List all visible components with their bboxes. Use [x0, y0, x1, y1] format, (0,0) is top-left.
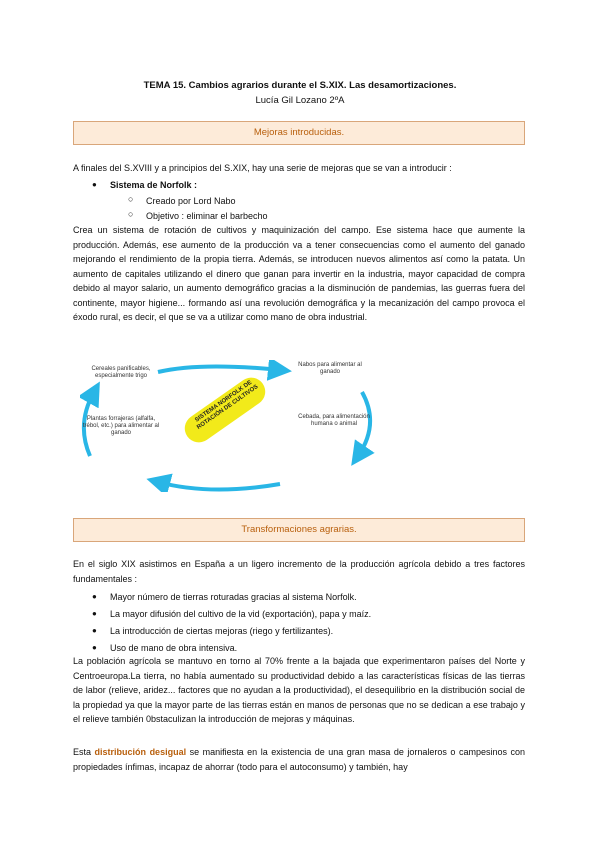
highlight-distribucion: distribución desigual [94, 747, 187, 757]
section2-paragraph: La población agrícola se mantuvo en torno al 70% frente a la bajada que experimentaron países del Norte y Centroeuropa.La tierra, no había aumentado su productividad debido a las características físicas de las tierras de labor (relieve, aridez... factores que no ayudan a la productividad), el desequilibrio en la distribución social de la propiedad ya que la mayor parte de las tierras están en manos de personas que no se dedican a ese trabajo y el relieve también 0bstaculizan la introducción de mejoras y máquinas. [73, 656, 525, 724]
sub-bullet-circle: ○ [128, 194, 134, 204]
diagram-label-barley: Cebada, para alimentación humana o animal [298, 414, 370, 427]
section-heading-mejoras: Mejoras introducidas. [73, 121, 525, 145]
section-heading-transformaciones: Transformaciones agrarias. [73, 518, 525, 542]
list-item: Uso de mano de obra intensiva. [110, 643, 238, 653]
diagram-label-fodder: Plantas forrajeras (alfalfa, trébol, etc.) para alimentar al ganado [82, 416, 160, 436]
diagram-center-label: SISTEMA NORFOLK DE ROTACIÓN DE CULTIVOS [194, 379, 260, 431]
diagram-label-wheat: Cereales panificables, especialmente trigo [91, 366, 151, 379]
norfolk-rotation-diagram [80, 360, 380, 492]
bullet-dot: ● [92, 592, 97, 601]
diagram-label-turnips: Nabos para alimentar al ganado [298, 362, 362, 375]
last-rest: se manifiesta en la existencia de una gran masa de jornaleros o campesinos con propiedades ínfimas, incapaz de ahorrar (todo para el autoconsumo) y también, hay [73, 747, 525, 772]
section2-last-paragraph [73, 745, 525, 774]
sub-item: Objetivo : eliminar el barbecho [146, 211, 268, 221]
list-item: Mayor número de tierras roturadas gracias al sistema Norfolk. [110, 592, 357, 602]
bullet-dot: ● [92, 180, 97, 189]
document-title: TEMA 15. Cambios agrarios durante el S.XIX. Las desamortizaciones. [143, 80, 457, 91]
bullet-dot: ● [92, 609, 97, 618]
section2-intro: En el siglo XIX asistimos en España a un ligero incremento de la producción agrícola debido a tres factores fundamentales : [73, 559, 525, 584]
norfolk-bullet: Sistema de Norfolk : [110, 180, 198, 190]
section1-paragraph: Crea un sistema de rotación de cultivos y maquinización del campo. Ese sistema hace que aumente la producción. Además, ese aumento de la producción va a tener consecuencias como el aumento del ganado mejorando el rendimiento de la propia tierra. Además, se introducen nuevos alimentos así como la patata. Un aumento de capitales utilizando el dinero que ganan para invertir en la industria, mayor capacidad de compra debido al mayor salario, un aumento demográfico gracias a la disminución de pandemias, las guerras fuera del continente, mayor higiene... formando así una revolución demográfica y la mecanización del campo provoca el éxodo rural, es decir, el que se va a utilizar como mano de obra industrial. [73, 225, 525, 322]
bullet-dot: ● [92, 626, 97, 635]
last-prefix: Esta [73, 747, 92, 757]
arrow-bottom [158, 482, 280, 490]
list-item: La mayor difusión del cultivo de la vid (exportación), papa y maíz. [110, 609, 372, 619]
list-item: La introducción de ciertas mejoras (riego y fertilizantes). [110, 626, 334, 636]
author-line: Lucía Gil Lozano 2ºA [255, 95, 345, 106]
bullet-dot: ● [92, 643, 97, 652]
sub-item: Creado por Lord Nabo [146, 196, 236, 206]
section1-intro: A finales del S.XVIII y a principios del S.XIX, hay una serie de mejoras que se van a introducir : [73, 163, 452, 173]
sub-bullet-circle: ○ [128, 209, 134, 219]
